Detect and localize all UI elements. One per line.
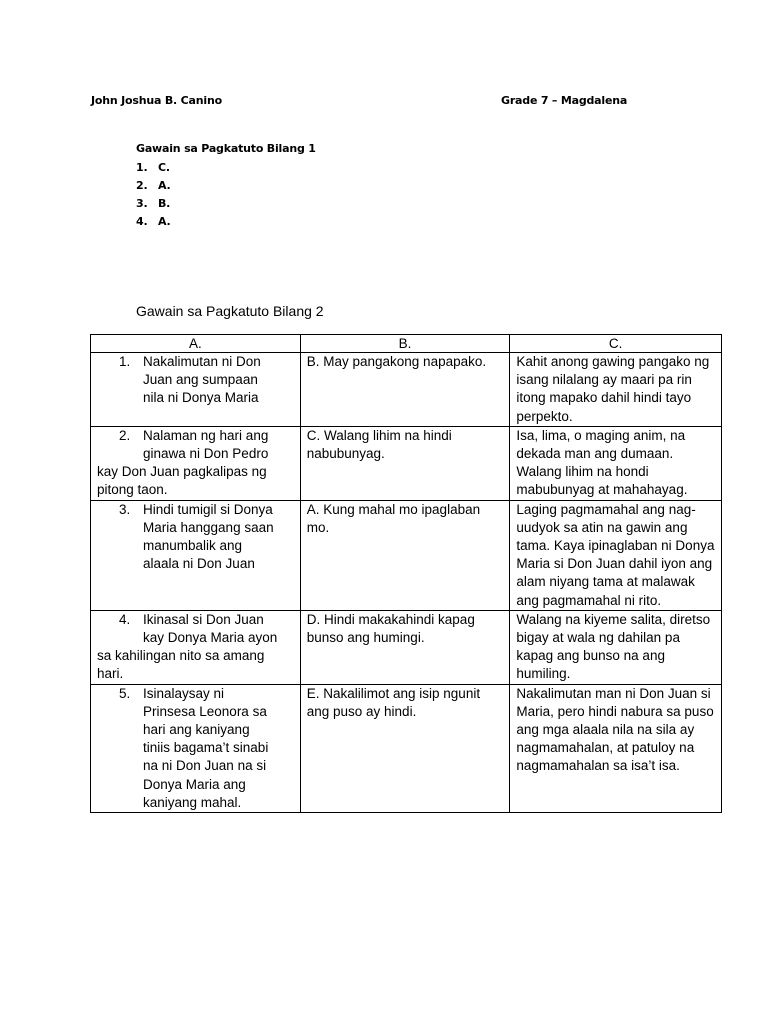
statement-line: Donya Maria ang	[143, 776, 246, 792]
cell-explanation: Nakalimutan man ni Don Juan si Maria, pero hindi nabura sa puso ang mga alaala nila na sila ay nagmamahalan, at patuloy na nagmamahalan sa isa’t isa.	[510, 684, 722, 812]
activity1-title: Gawain sa Pagkatuto Bilang 1	[136, 142, 316, 155]
statement-line	[97, 427, 294, 445]
item-answer: B.	[158, 197, 171, 210]
cell-statement	[91, 500, 301, 610]
table-row	[91, 610, 722, 684]
statement-line	[97, 501, 294, 519]
statement-line: na ni Don Juan na si	[143, 758, 267, 774]
cell-statement	[91, 684, 301, 812]
statement-line: tiniis bagama’t sinabi	[143, 740, 269, 756]
column-header-b: B.	[300, 335, 510, 353]
table-row	[91, 426, 722, 500]
statement-line: Maria hanggang saan	[143, 519, 274, 535]
statement-line: alaala ni Don Juan	[143, 556, 255, 572]
statement-line: ginawa ni Don Pedro	[143, 446, 269, 462]
student-name: John Joshua B. Canino	[91, 94, 222, 107]
list-item	[136, 159, 316, 177]
table-row	[91, 353, 722, 427]
item-number: 1.	[136, 161, 148, 174]
cell-saying: B. May pangakong napapako.	[300, 353, 510, 427]
table-row	[91, 684, 722, 812]
row-number: 4.	[119, 611, 131, 627]
cell-explanation: Walang na kiyeme salita, diretso bigay at wala ng dahilan pa kapag ang bunso na ang humiling.	[510, 610, 722, 684]
statement-line: Juan ang sumpaan	[143, 372, 258, 388]
table-header-row	[91, 335, 722, 353]
cell-saying: E. Nakalilimot ang isip ngunit ang puso ay hindi.	[300, 684, 510, 812]
activity1-section	[136, 142, 316, 231]
list-item	[136, 195, 316, 213]
statement-text: Ikinasal si Don Juan	[143, 611, 264, 627]
statement-text: Isinalaysay ni	[143, 685, 225, 701]
item-answer: C.	[158, 161, 170, 174]
statement-tail: kay Donya Maria ayon sa kahilingan nito sa amang hari.	[97, 630, 278, 682]
list-item	[136, 177, 316, 195]
item-number: 2.	[136, 179, 148, 192]
row-number: 5.	[119, 685, 131, 701]
statement-text: Nakalimutan ni Don	[143, 354, 261, 369]
cell-statement	[91, 610, 301, 684]
item-answer: A.	[158, 179, 171, 192]
item-answer: A.	[158, 215, 171, 228]
cell-explanation: Kahit anong gawing pangako ng isang nilalang ay maari pa rin itong mapako dahil hindi tayo perpekto.	[510, 353, 722, 427]
statement-line	[97, 611, 294, 629]
cell-saying: A. Kung mahal mo ipaglaban mo.	[300, 500, 510, 610]
row-number: 3.	[119, 501, 131, 517]
cell-statement	[91, 353, 301, 427]
statement-line: kaniyang mahal.	[143, 794, 242, 810]
item-number: 4.	[136, 215, 148, 228]
row-number: 1.	[119, 354, 131, 369]
cell-statement	[91, 426, 301, 500]
list-item	[136, 213, 316, 231]
statement-line: hari ang kaniyang	[143, 722, 250, 738]
activity1-answers	[136, 159, 316, 231]
cell-explanation: Laging pagmamahal ang nag-uudyok sa atin na gawin ang tama. Kaya ipinaglaban ni Donya Maria si Don Juan dahil iyon ang alam niyang tama at malawak ang pagmamahal ni rito.	[510, 500, 722, 610]
activity2-title: Gawain sa Pagkatuto Bilang 2	[136, 303, 324, 319]
grade-section: Grade 7 – Magdalena	[501, 94, 628, 107]
statement-line: Prinsesa Leonora sa	[143, 703, 267, 719]
statement-line: nila ni Donya Maria	[143, 390, 259, 406]
statement-line	[97, 353, 294, 371]
table-row	[91, 500, 722, 610]
item-number: 3.	[136, 197, 148, 210]
statement-text: Hindi tumigil si Donya	[143, 501, 273, 517]
row-number: 2.	[119, 427, 131, 443]
cell-explanation: Isa, lima, o maging anim, na dekada man ang dumaan. Walang lihim na hondi mabubunyag at mahahayag.	[510, 426, 722, 500]
statement-line: manumbalik ang	[143, 538, 243, 554]
cell-saying: C. Walang lihim na hindi nabubunyag.	[300, 426, 510, 500]
column-header-a: A.	[91, 335, 301, 353]
statement-line	[97, 685, 294, 703]
statement-tail: kay Don Juan pagkalipas ng pitong taon.	[97, 464, 267, 498]
activity2-table	[90, 334, 722, 813]
cell-saying: D. Hindi makakahindi kapag bunso ang humingi.	[300, 610, 510, 684]
statement-text: Nalaman ng hari ang	[143, 427, 269, 443]
column-header-c: C.	[510, 335, 722, 353]
